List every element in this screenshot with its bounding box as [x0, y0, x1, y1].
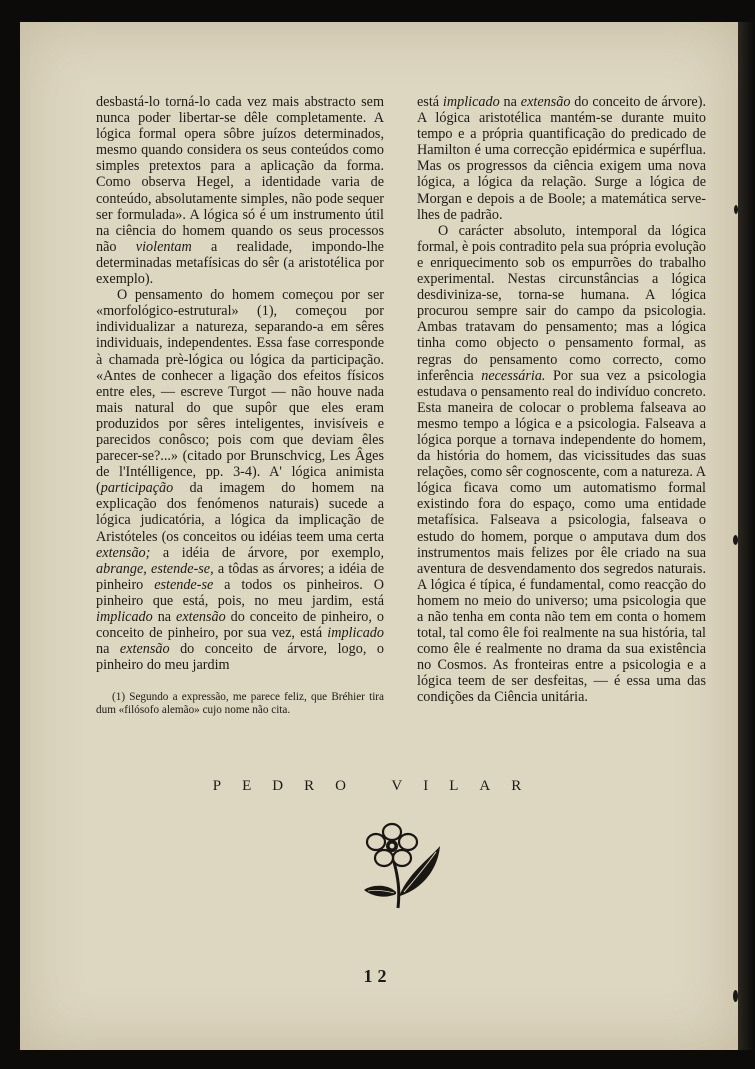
page-number: 12 [363, 966, 392, 986]
ink-speck [734, 205, 738, 214]
left-paragraph-1: desbastá-lo torná-lo cada vez mais abstracto sem nunca poder libertar-se dêle completamente. A lógica formal opera sôbre juízos determinados, mesmo quando considera os seus conteúdos como simples pretextos para a aplicação da forma. Como observa Hegel, a identidade varia de conteúdo, absolutamente simples, não pode sequer ser formulada». A lógica só é um instrumento útil na ciência do homem quando os seus processos não violentam a realidade, impondo-lhe determinadas metafísicas do sêr (a aristotélica por exemplo). [96, 94, 384, 288]
left-paragraph-2: O pensamento do homem começou por ser «morfológico-estrutural» (1), começou por individualizar a natureza, separando-a em sêres individuais, independentes. Essa fase corresponde à chamada prè-lógica ou lógica da participação. «Antes de conhecer a ligação dos efeitos físicos entre eles, — escreve Turgot — não houve nada mais natural do que supôr que eles eram produzidos por sêres inteligentes, invisíveis e parecidos conôsco; pois com que deviam êles parecer-se?...» (citado por Brunschvicg, Les Âges de l'Intélligence, pp. 3-4). A' lógica animista (participação da imagem do homem na explicação dos fenómenos naturais) sucede a lógica judicatória, a lógica da implicação de Aristóteles (os conceitos ou idéias teem uma certa extensão; a idéia de árvore, por exemplo, abrange, estende-se, a tôdas as árvores; a idéia de pinheiro estende-se a todos os pinheiros. O pinheiro que está, pois, no meu jardim, está implicado na extensão do conceito de pinheiro, o conceito de pinheiro, por sua vez, está implicado na extensão do conceito de árvore, logo, o pinheiro do meu jardim [96, 287, 384, 674]
flower-ornament-icon [358, 822, 448, 910]
right-paragraph-1: está implicado na extensão do conceito de árvore). A lógica aristotélica mantém-se durante muito tempo e a própria quantificação do predicado de Hamilton é uma correcção epidérmica e supérflua. Mas os progressos da ciência exigem uma nova lógica, a lógica da relação. Surge a lógica de Morgan e depois a de Boole; a matemática serve-lhes de padrão. [417, 94, 706, 223]
right-paragraph-2: O carácter absoluto, intemporal da lógica formal, è pois contradito pela sua própria evolução e enriquecimento sob os empurrões do trabalho experimental. Nestas circunstâncias a lógica desdiviniza-se, torna-se humana. A lógica procurou sempre sair do campo da psicologia. Ambas tratavam do pensamento; mas a lógica tinha como objecto o pensamento formal, as regras do pensamento como correcto, como inferência necessária. Por sua vez a psicologia estudava o pensamento real do indivíduo concreto. Esta maneira de colocar o problema falseava ao mesmo tempo a lógica e a psicologia. Falseava a lógica porque a tornava independente do homem, da história do homem, das vicissitudes das suas relações, como sêr cognoscente, com a natureza. A lógica ficava como um automatismo formal existindo fora do espaço, como uma entidade metafísica. Falseava a psicologia, falseava o estudo do homem, porque o amputava dum dos instrumentos mais felizes por êle criado na sua aventura de desvendamento dos segredos naturais. A lógica é típica, é fundamental, como reacção do homem no meio do universo; uma psicologia que a não tenha em conta não tem em conta o homem total, tal como êle foi realmente na sua história, tal como êle é realmente no drama da sua existência no Cosmos. As fronteiras entre a psicologia e a lógica teem de ser desfeitas, — é essa uma das condições da Ciência unitária. [417, 222, 706, 706]
ink-speck [733, 990, 738, 1002]
footnote: (1) Segundo a expressão, me parece feliz, que Bréhier tira dum «filósofo alemão» cujo nome não cita. [96, 691, 384, 716]
ink-speck [733, 535, 738, 545]
author-signature: PEDRO VILAR [212, 778, 543, 794]
left-column [96, 94, 384, 716]
right-column [417, 94, 706, 706]
page-edge-shadow [738, 22, 755, 1050]
